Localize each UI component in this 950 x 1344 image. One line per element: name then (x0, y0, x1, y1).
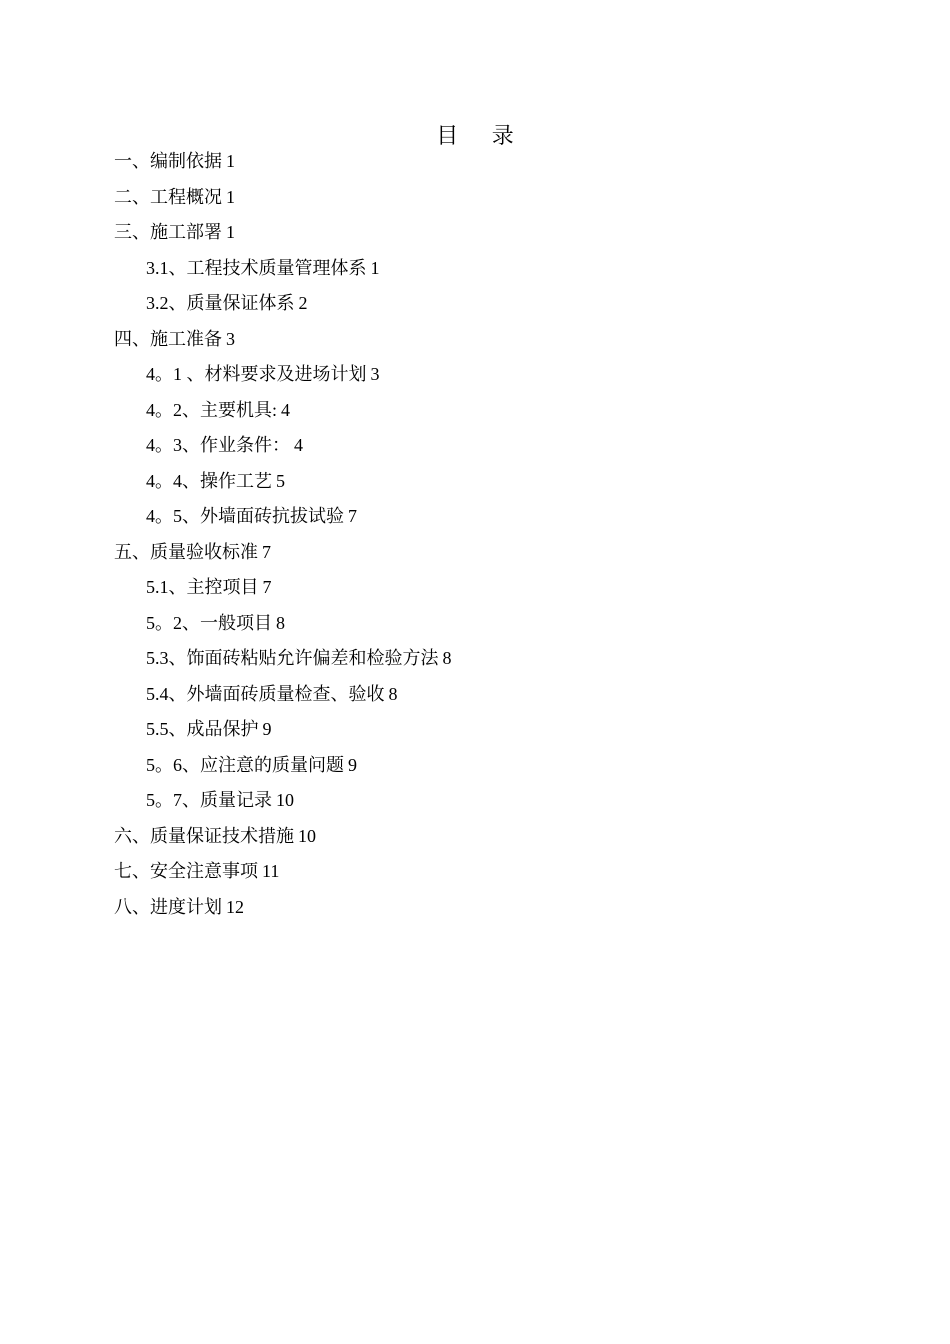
toc-entry-label: 4。1 、材料要求及进场计划 (146, 364, 367, 384)
toc-entry-page-number: 1 (226, 222, 235, 242)
toc-entry-page-number: 1 (370, 257, 380, 278)
toc-entry[interactable] (114, 819, 874, 855)
toc-entry[interactable] (114, 393, 874, 429)
toc-entry[interactable] (114, 144, 874, 180)
toc-entry-page-number: 4 (281, 399, 291, 420)
toc-entry[interactable] (114, 215, 874, 251)
toc-entry-label: 四、施工准备 (114, 328, 222, 349)
toc-entry-label: 5。6、应注意的质量问题 (146, 754, 344, 775)
toc-entry-label: 三、施工部署 (114, 222, 222, 242)
toc-entry-label: 5.1、主控项目 (146, 577, 259, 597)
toc-entry-label: 5。7、质量记录 (146, 790, 272, 810)
toc-entry-page-number: 3 (370, 364, 380, 384)
toc-title: 目 录 (436, 123, 528, 148)
toc-entry[interactable] (114, 499, 874, 535)
toc-entry-page-number: 10 (276, 790, 294, 810)
toc-entry-page-number: 8 (442, 648, 452, 668)
toc-entry-label: 5.3、饰面砖粘贴允许偏差和检验方法 (146, 648, 439, 668)
toc-entry-page-number: 11 (262, 861, 280, 881)
toc-entry[interactable] (114, 783, 874, 819)
table-of-contents (114, 144, 874, 925)
toc-entry[interactable] (114, 286, 874, 322)
toc-entry-page-number: 8 (276, 612, 285, 633)
toc-entry-page-number: 8 (388, 683, 398, 704)
toc-entry-label: 4。5、外墙面砖抗拔试验 (146, 506, 344, 526)
toc-entry-page-number: 2 (298, 293, 308, 313)
toc-entry[interactable] (114, 464, 874, 500)
toc-entry-page-number: 1 (226, 151, 235, 171)
toc-entry[interactable] (114, 570, 874, 606)
toc-entry-page-number: 12 (226, 896, 244, 917)
toc-entry-label: 5.4、外墙面砖质量检查、验收 (146, 683, 385, 704)
toc-entry[interactable] (114, 641, 874, 677)
toc-entry[interactable] (114, 606, 874, 642)
toc-entry-label: 五、质量验收标准 (114, 541, 258, 562)
toc-entry-page-number: 7 (348, 506, 357, 526)
toc-entry[interactable] (114, 854, 874, 890)
toc-entry-page-number: 10 (298, 825, 316, 846)
toc-entry-page-number: 7 (262, 541, 271, 562)
toc-entry[interactable] (114, 890, 874, 926)
toc-entry-label: 一、编制依据 (114, 151, 222, 171)
toc-entry-page-number: 3 (226, 328, 235, 349)
toc-entry-page-number: 1 (226, 186, 235, 207)
toc-entry[interactable] (114, 535, 874, 571)
toc-entry-label: 4。4、操作工艺 (146, 470, 272, 491)
toc-entry[interactable] (114, 322, 874, 358)
toc-entry[interactable] (114, 180, 874, 216)
toc-entry[interactable] (114, 677, 874, 713)
toc-entry[interactable] (114, 251, 874, 287)
toc-entry[interactable] (114, 712, 874, 748)
toc-entry-label: 八、进度计划 (114, 896, 222, 917)
toc-entry-label: 六、质量保证技术措施 (114, 825, 294, 846)
toc-entry-page-number: 7 (262, 577, 272, 597)
toc-entry-label: 二、工程概况 (114, 186, 222, 207)
toc-entry-page-number: 5 (276, 470, 285, 491)
toc-entry-label: 3.1、工程技术质量管理体系 (146, 257, 367, 278)
toc-entry[interactable] (114, 748, 874, 784)
toc-entry-label: 4。3、作业条件： (146, 435, 290, 455)
toc-entry-label: 3.2、质量保证体系 (146, 293, 295, 313)
toc-entry-page-number: 9 (348, 754, 357, 775)
toc-entry[interactable] (114, 357, 874, 393)
toc-entry-page-number: 9 (262, 719, 272, 739)
toc-entry-page-number: 4 (294, 435, 303, 455)
toc-entry-label: 5.5、成品保护 (146, 719, 259, 739)
toc-entry-label: 4。2、主要机具: (146, 399, 278, 420)
toc-entry-label: 5。2、一般项目 (146, 612, 272, 633)
toc-entry[interactable] (114, 428, 874, 464)
toc-entry-label: 七、安全注意事项 (114, 861, 258, 881)
